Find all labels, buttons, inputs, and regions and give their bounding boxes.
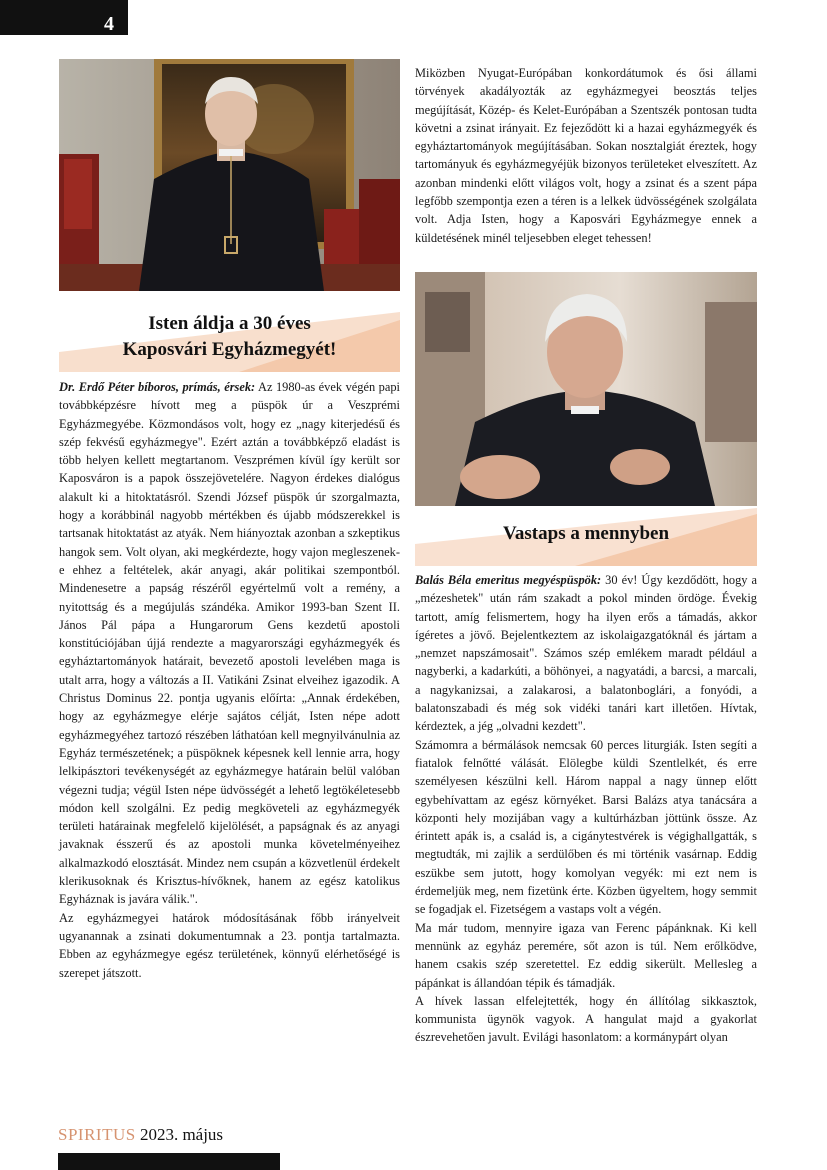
article2-title: Vastaps a mennyben (502, 523, 670, 544)
article1-title-line1: Isten áldja a 30 éves (148, 313, 311, 334)
article1-title-line2: Kaposvári Egyházmegyét! (122, 339, 337, 360)
article2-paragraph-1 (415, 571, 757, 736)
article1-paragraph-1-text: Az 1980-as évek végén papi továbbképzésre hívott meg a püspök úr a Veszprémi Egyházmegyébe. Közmondásos volt, hogy ez „nagy kiterjedésű és szép fekvésű egyházmegye". Ezért aztán a továbbképző eladást is több helyen kellett megtartanom. Veszprémen kívül így került sor Kaposváron is a papok összejövetelére. Nagyon érdekes dialógus alakult ki a hitoktatásról. Szendi József püspök úr szorgalmazta, hogy a korábbinál nagyobb mértékben és újabb módszerekkel is tartsanak hitoktatást az atyák. Nem hiányoztak azonban a szkeptikus hangok sem. Volt olyan, aki megkérdezte, hogy vajon megleszenek-e ehhez a feltételek, akár anyagi, akár politikai szempontból. Mindenesetre a papság részéről egyértelmű volt a remény, a nyitottság és a megújulás szándéka. Amikor 1993-ban Szent II. János Pál pápa a Hungarorum Gens kezdetű apostoli konstitúciójában újjá rendezte a magyarországi egyházmegyék és egyháztartományok határait, bevezető apostoli levelében maga is utalt arra, hogy a változás a II. Vatikáni Zsinat elveihez igazodik. A Christus Dominus 22. pontja ugyanis előírta: „Annak érdekében, hogy az egyházmegye elérje sajátos célját, Isten népe adott egyházmegyéhez tartozó részében láthatóan kell megnyilvánulnia az Egyház természetének; a püspöknek képesnek kell lennie arra, hogy lelkipásztori tevékenységét az egyházmegye határain belül valóban végezni tudja; végül Isten népe üdvösségét a lehető legtökéletesebb módon kell szolgálni. Ez pedig megköveteli az egyházmegyék területi határainak megfelelő kijelölését, a papságnak és az anyagi javaknak ésszerű és az apostoli munka követelményeihez alkalmazkodó elosztását. Mindez nem csupán a közvetlenül érdekelt klerikusoknak és Krisztus-hívőknek, hanem az egész katolikus Egyháznak is javára válik.". (59, 380, 400, 907)
article2-paragraph-3: Ma már tudom, mennyire igaza van Ferenc pápánknak. Ki kell mennünk az egyház peremére, sőt azon is túl. Nem erőlködve, hanem csakis szép szeretettel. Ez eddig sikerült. Mellesleg a pápánkat is állandóan tépik és támadják. (415, 920, 757, 990)
article1-body (59, 378, 400, 982)
article1-paragraph-1 (59, 378, 400, 909)
footer-bar (58, 1153, 280, 1170)
article2-lead: Balás Béla emeritus megyéspüspök: (415, 573, 602, 587)
article1-paragraph-3: Miközben Nyugat-Európában konkordátumok és ősi állami törvények akadályozták az egyházmegyei beosztás teljes megújítását, Közép- és Kelet-Európában a Szentszék pontosan tudta követni a zsinat irányait. Ez fejeződött ki a hazai egyházmegyék és egyháztartományok megújításában. Sokan nosztalgiát éreztek, hogy tartományuk és egyházmegyéjük bizonyos területeket elveszített. Az azonban mindenki előtt világos volt, hogy a zsinat és a szent pápa legfőbb szempontja ezen a téren is a lelkek üdvösségének szolgálata volt. Adja Isten, hogy a Kaposvári Egyházmegye ennek a küldetésének minél teljesebben eleget tehessen! (415, 66, 757, 245)
article2-paragraph-4: A hívek lassan elfelejtették, hogy én állítólag sikkasztok, kommunista ügynök vagyok. A hangulat majd a gyakorlat észrevehetően javult. Evilági hasonlatom: a kormánypárt olyan (415, 993, 757, 1045)
page-number: 4 (104, 13, 114, 35)
article1-lead: Dr. Erdő Péter bíboros, prímás, érsek: (59, 380, 256, 394)
article2-paragraph-2: Számomra a bérmálások nemcsak 60 perces liturgiák. Isten segíti a fiatalok felnőtté válását. Elölegbe küldi Szentlelkét, és erre személyesen készülni kell. Három nappal a nagy ünnep előtt egybehívattam az egész környéket. Barsi Balázs atya tanácsára a központi hely mozijában vagy a kultúrházban jöttünk össze. Az érintett apák is, a család is, a cigánytestvérek is végighallgatták, s megtudták, mi zajlik a serdülőben és mi történik vasárnap. Eddig eszükbe sem jutott, hogy komolyan vegyék: mi ezt nem is érdemeljük meg, nem fizetünk érte. Közben ügyeltem, hogy semmit se fogadjak el. Fizetségem a vastaps volt a végén. (415, 737, 757, 917)
article1-paragraph-2: Az egyházmegyei határok módosításának főbb irányelveit ugyanannak a zsinati dokumentumnak a 23. pontja tartalmazta. Ebben az egyházmegye egész területének, könnyű elérhetőségé is szerepet játszott. (59, 910, 400, 980)
magazine-brand: SPIRITUS (58, 1125, 136, 1144)
cardinal-photo (59, 59, 400, 291)
article1-continuation (415, 64, 757, 247)
issue-date: 2023. május (139, 1125, 224, 1144)
article2-paragraph-1-text: 30 év! Úgy kezdődött, hogy a „mézeshetek" után rám szakadt a pokol minden ördöge. Évekig tartott, amíg felismertem, hogy ha ilyen erős a támadás, akkor ígéretes a jövő. Bejelentkeztem az iskolaigazgatóknál és jártam a „nemzet napszámosait". Számos szép emlékem maradt például a nagyberki, a kadarkúti, a böhönyei, a nagyatádi, a barcsi, a marcali, a nagykanizsai, a zalakarosi, a balatonboglári, a fonyódi, a balatonszabadi és még sok vidéki tanári kart illetően. Hívtak, kérdeztek, a jég „olvadni kezdett". (415, 573, 757, 734)
article1-title (59, 311, 400, 363)
bishop-photo (415, 272, 757, 506)
footer (58, 1124, 223, 1146)
article2-body (415, 571, 757, 1047)
